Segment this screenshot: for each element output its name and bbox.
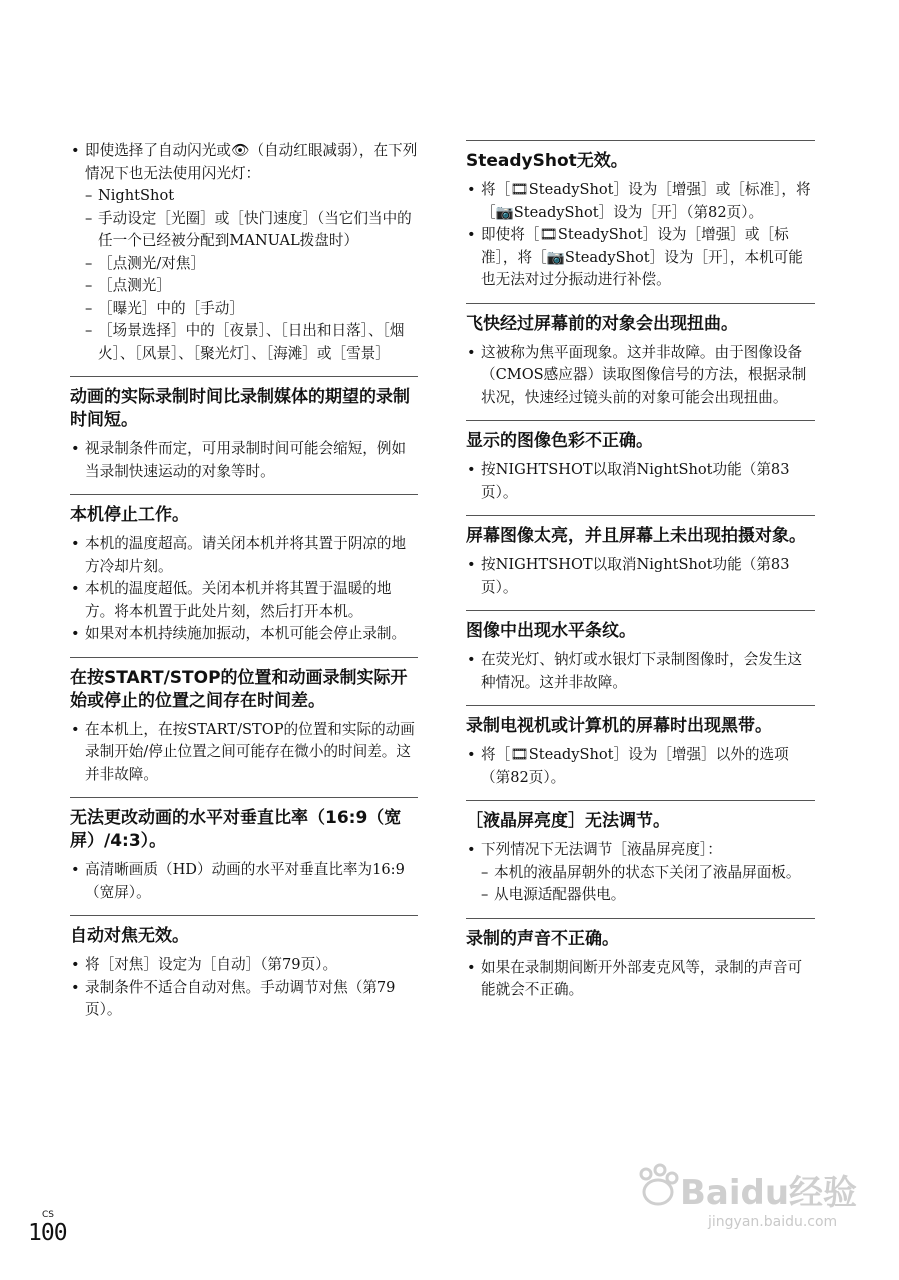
section [70, 915, 418, 1033]
section-heading: 图像中出现水平条纹。 [466, 621, 636, 641]
dash-list [85, 185, 418, 365]
bullet-text: 如果在录制期间断开外部麦克风等，录制的声音可能就会不正确。 [481, 958, 803, 998]
bullet-list [466, 179, 815, 292]
bullet-list [466, 459, 815, 504]
section [466, 918, 815, 1013]
bullet-text: 即使将［🎞SteadyShot］设为［增强］或［标准］，将［📷SteadyShot］设为［开］，本机可能也无法对过分振动进行补偿。 [481, 226, 803, 288]
dash-item: – 从电源适配器供电。 [481, 884, 815, 907]
bullet-item [70, 533, 418, 578]
bullet-list [466, 342, 815, 410]
section-heading: 录制的声音不正确。 [466, 928, 619, 949]
bullet-item [466, 179, 815, 224]
bullet-list [70, 140, 418, 365]
section-heading: 本机停止工作。 [70, 505, 189, 525]
section-heading: 录制电视机或计算机的屏幕时出现黑带。 [466, 716, 772, 736]
bullet-text: 下列情况下无法调节［液晶屏亮度］： [481, 841, 722, 858]
bullet-list [70, 719, 418, 787]
dash-item: – ［点测光/对焦］ [85, 253, 418, 276]
section-heading: SteadyShot无效。 [466, 151, 628, 171]
bullet-text: 将［🎞SteadyShot］设为［增强］或［标准］，将［📷SteadyShot］设为［开］（第82页）。 [481, 181, 811, 221]
bullet-text: 本机的温度超低。关闭本机并将其置于温暖的地方。将本机置于此处片刻，然后打开本机。 [85, 580, 392, 620]
section [466, 610, 815, 705]
bullet-item [70, 623, 418, 646]
section [466, 800, 815, 918]
bullet-item [70, 578, 418, 623]
bullet-text: 录制条件不适合自动对焦。手动调节对焦（第79页）。 [85, 978, 396, 1018]
bullet-list [70, 533, 418, 646]
bullet-text: 将［对焦］设定为［自动］（第79页）。 [85, 956, 338, 973]
bullet-text: 在本机上，在按START/STOP的位置和实际的动画录制开始/停止位置之间可能存在微小的时间差。这并非故障。 [85, 720, 415, 783]
page-number: 100 [28, 1220, 67, 1246]
watermark-domain: jingyan.baidu.com [708, 1214, 838, 1230]
bullet-item [466, 342, 815, 410]
section [466, 705, 815, 800]
bullet-list [466, 839, 815, 907]
section [70, 797, 418, 915]
bullet-item [466, 649, 815, 694]
section-heading: 屏幕图像太亮，并且屏幕上未出现拍摄对象。 [466, 526, 806, 546]
section [70, 376, 418, 494]
bullet-item [466, 554, 815, 599]
section-heading: 显示的图像色彩不正确。 [466, 431, 653, 451]
right-column [466, 140, 815, 1013]
bullet-text: 将［🎞SteadyShot］设为［增强］以外的选项（第82页）。 [481, 746, 789, 786]
bullet-item [466, 224, 815, 292]
section [466, 303, 815, 421]
section [466, 515, 815, 610]
bullet-list [70, 859, 418, 904]
dash-item: – 手动设定［光圈］或［快门速度］（当它们当中的任一个已经被分配到MANUAL拨盘时） [85, 208, 418, 253]
dash-item: – 本机的液晶屏朝外的状态下关闭了液晶屏面板。 [481, 862, 815, 885]
bullet-item [70, 954, 418, 977]
bullet-text: 视录制条件而定，可用录制时间可能会缩短，例如当录制快速运动的对象等时。 [85, 440, 407, 480]
dash-item: – NightShot [85, 185, 418, 208]
dash-item: – ［曝光］中的［手动］ [85, 298, 418, 321]
bullet-item [70, 438, 418, 483]
section-heading: 飞快经过屏幕前的对象会出现扭曲。 [466, 313, 738, 334]
baidu-logo-icon [628, 1160, 888, 1220]
section-heading: ［液晶屏亮度］无法调节。 [466, 811, 670, 831]
bullet-item [70, 859, 418, 904]
section [466, 140, 815, 303]
bullet-item [70, 719, 418, 787]
bullet-item [466, 839, 815, 907]
bullet-text: 如果对本机持续施加振动，本机可能会停止录制。 [85, 625, 407, 642]
bullet-text: 高清晰画质（HD）动画的水平对垂直比率为16:9（宽屏）。 [85, 861, 405, 901]
bullet-item [466, 744, 815, 789]
section [70, 494, 418, 657]
section-heading: 无法更改动画的水平对垂直比率（16:9（宽屏）/4:3）。 [70, 808, 402, 851]
dash-item: – ［场景选择］中的［夜景］、［日出和日落］、［烟火］、［风景］、［聚光灯］、［海滩］或［雪景］ [85, 320, 418, 365]
dash-item: – ［点测光］ [85, 275, 418, 298]
bullet-text: 在荧光灯、钠灯或水银灯下录制图像时，会发生这种情况。这并非故障。 [481, 651, 803, 691]
section-heading: 在按START/STOP的位置和动画录制实际开始或停止的位置之间存在时间差。 [70, 667, 408, 711]
bullet-text: 按NIGHTSHOT以取消NightShot功能（第83页）。 [481, 461, 790, 501]
bullet-list [466, 649, 815, 694]
watermark-brand: Baidu经验 [680, 1173, 858, 1213]
bullet-list [70, 438, 418, 483]
section [70, 140, 418, 376]
section-heading: 动画的实际录制时间比录制媒体的期望的录制时间短。 [70, 387, 410, 430]
bullet-list [466, 744, 815, 789]
bullet-list [466, 957, 815, 1002]
bullet-list [70, 954, 418, 1022]
bullet-text: 这被称为焦平面现象。这并非故障。由于图像设备（CMOS感应器）读取图像信号的方法，根据录制状况，快速经过镜头前的对象可能会出现扭曲。 [481, 343, 807, 406]
section [70, 657, 418, 798]
bullet-item [466, 459, 815, 504]
section [466, 420, 815, 515]
left-column [70, 140, 418, 1033]
bullet-text: 即使选择了自动闪光或👁（自动红眼减弱），在下列情况下也无法使用闪光灯： [85, 142, 418, 182]
section-heading: 自动对焦无效。 [70, 926, 189, 946]
bullet-text: 本机的温度超高。请关闭本机并将其置于阴凉的地方冷却片刻。 [85, 535, 407, 575]
baidu-watermark [628, 1160, 888, 1250]
language-code: CS [42, 1210, 54, 1220]
bullet-item [70, 140, 418, 365]
bullet-item [70, 977, 418, 1022]
bullet-item [466, 957, 815, 1002]
dash-list [481, 862, 815, 907]
bullet-list [466, 554, 815, 599]
bullet-text: 按NIGHTSHOT以取消NightShot功能（第83页）。 [481, 556, 790, 596]
